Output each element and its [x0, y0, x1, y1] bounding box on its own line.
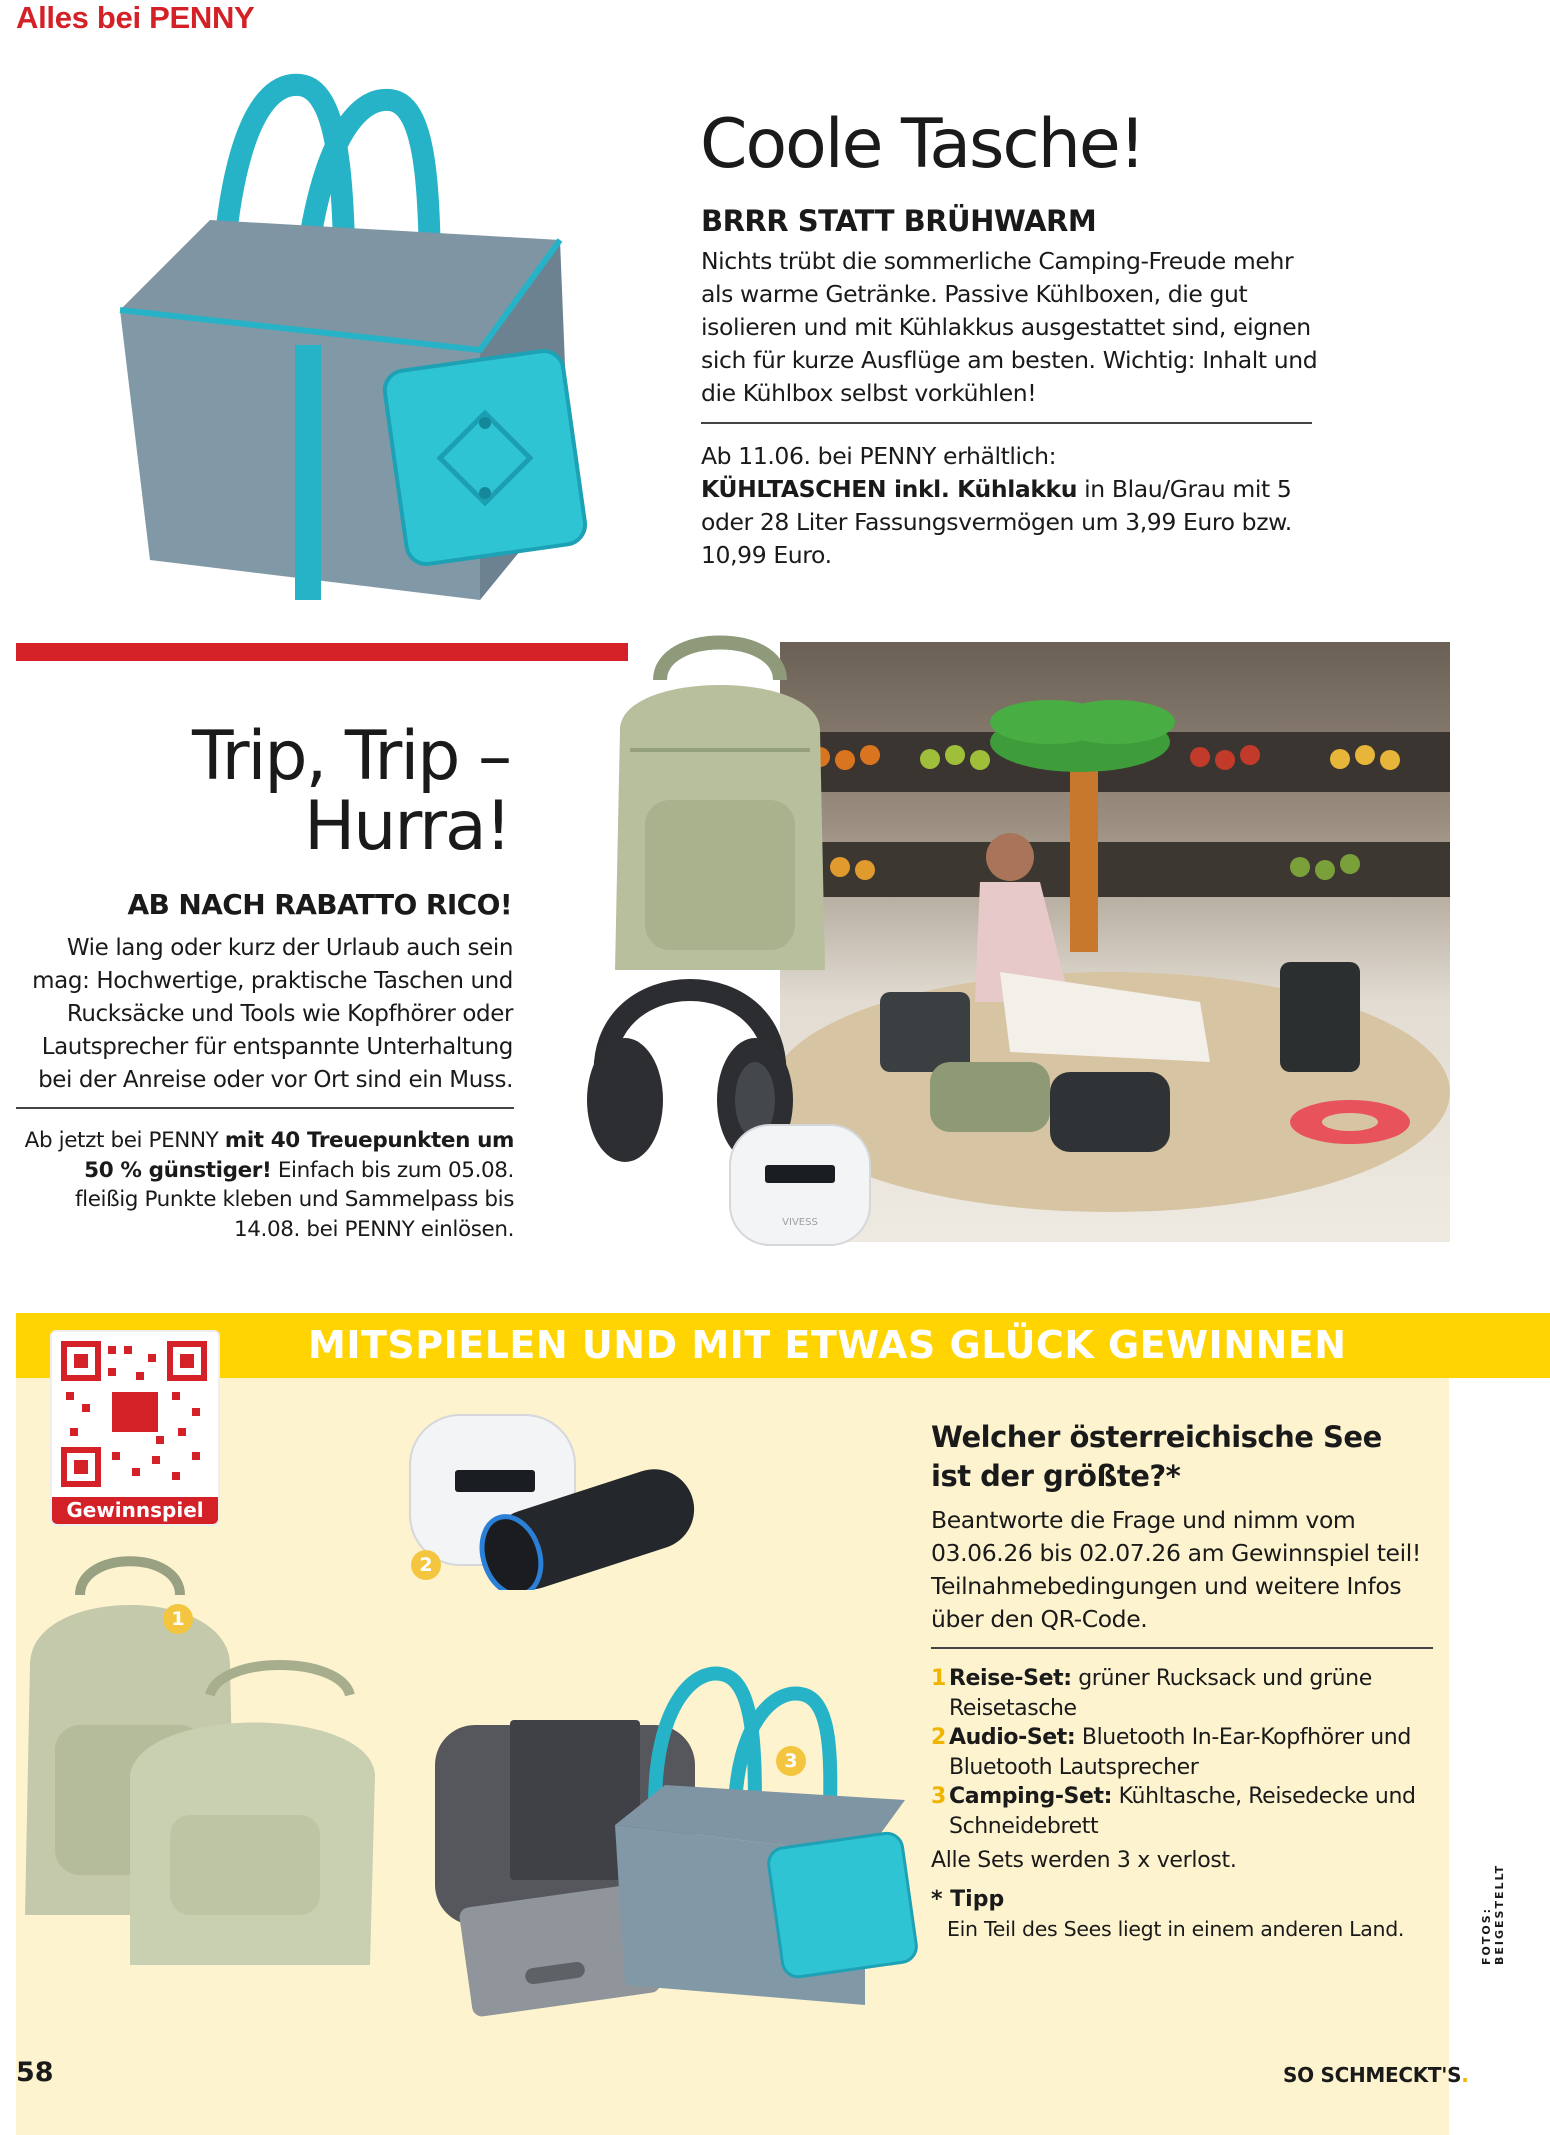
prize-badge-1: 1 [163, 1604, 193, 1634]
product-name: KÜHLTASCHEN inkl. Kühlakku [701, 475, 1078, 503]
raffle-note: Alle Sets werden 3 x verlost. [931, 1848, 1237, 1873]
tip-text: Ein Teil des Sees liegt in einem anderen Land. [947, 1917, 1405, 1941]
offer-intro: Ab jetzt bei PENNY [24, 1128, 225, 1153]
prize-number: 3 [931, 1784, 946, 1809]
list-item [931, 1723, 1451, 1782]
page-title: Coole Tasche! [700, 105, 1144, 184]
section-subtitle: BRRR STATT BRÜHWARM [701, 204, 1097, 238]
offer-info [20, 1126, 514, 1244]
prize-badge-3: 3 [776, 1746, 806, 1776]
page-number: 58 [16, 2057, 54, 2088]
title-line-1: Trip, Trip – [192, 717, 510, 796]
prize-number: 1 [931, 1666, 946, 1691]
magazine-brand [1283, 2063, 1469, 2087]
earbuds-case-image [725, 1120, 875, 1250]
cooler-bag-image [100, 60, 640, 605]
title-line-2: Hurra! [304, 787, 510, 866]
availability-date: Ab 11.06. bei PENNY erhältlich: [701, 442, 1057, 470]
qr-code-graphic [52, 1332, 218, 1496]
divider [16, 1107, 514, 1109]
prize-name: Audio-Set: [949, 1725, 1076, 1750]
brand-name: SO SCHMECKT'S [1283, 2063, 1462, 2087]
prize-name: Camping-Set: [949, 1784, 1113, 1809]
prize-badge-2: 2 [411, 1550, 441, 1580]
list-item [931, 1782, 1451, 1841]
prize-camping-set-image [425, 1665, 925, 2025]
prize-description: grüner Rucksack und grüne Reisetasche [949, 1666, 1372, 1721]
divider [931, 1647, 1433, 1649]
section-title [130, 717, 510, 866]
section-tag: Alles bei PENNY [16, 0, 255, 35]
question-line-1: Welcher österreichische See [931, 1420, 1382, 1454]
earbuds-brand-label: VIVESS [782, 1217, 818, 1228]
availability-info [701, 440, 1321, 572]
contest-banner-text: MITSPIELEN UND MIT ETWAS GLÜCK GEWINNEN [308, 1323, 1347, 1367]
prize-name: Reise-Set: [949, 1666, 1072, 1691]
question-line-2: ist der größte?* [931, 1459, 1181, 1493]
offer-discount: mit 40 Treuepunkten um 50 % günstiger! [84, 1128, 514, 1183]
contest-question [931, 1418, 1451, 1496]
section-body: Nichts trübt die sommerliche Camping-Freude mehr als warme Getränke. Passive Kühlboxen, die gut isolieren und mit Kühlakkus ausgestattet sind, eignen sich für kurze Ausflüge am besten. Wichtig: Inhalt und die Kühlbox selbst vorkühlen! [701, 247, 1318, 407]
photo-credit: FOTOS: BEIGESTELLT [1480, 1863, 1506, 1965]
offer-terms: Einfach bis zum 05.08. fleißig Punkte kleben und Sammelpass bis 14.08. bei PENNY einlösen. [74, 1157, 514, 1242]
list-item [931, 1664, 1451, 1723]
prize-description: Bluetooth In-Ear-Kopfhörer und Bluetooth Lautsprecher [949, 1725, 1411, 1780]
contest-body: Beantworte die Frage und nimm vom 03.06.26 bis 02.07.26 am Gewinnspiel teil! Teilnahmebedingungen und weitere Infos über den QR-Code. [931, 1506, 1421, 1633]
section-subtitle: AB NACH RABATTO RICO! [127, 888, 512, 921]
divider [701, 422, 1312, 424]
tip-label: * Tipp [931, 1887, 1005, 1912]
section-divider-bar [16, 643, 628, 661]
supermarket-beach-photo [780, 642, 1450, 1242]
brand-dot: . [1461, 2063, 1469, 2087]
product-details: in Blau/Grau mit 5 oder 28 Liter Fassungsvermögen um 3,99 Euro bzw. 10,99 Euro. [701, 475, 1292, 569]
prize-list [931, 1664, 1451, 1841]
prize-number: 2 [931, 1725, 946, 1750]
qr-label: Gewinnspiel [52, 1497, 218, 1524]
prize-description: Kühltasche, Reisedecke und Schneidebrett [949, 1784, 1416, 1839]
prize-audio-set-image [405, 1410, 705, 1590]
prize-travel-set-image [10, 1555, 380, 1985]
section-body: Wie lang oder kurz der Urlaub auch sein mag: Hochwertige, praktische Taschen und Rucksäcke und Tools wie Kopfhörer oder Lautsprecher für entspannte Unterhaltung bei der Anreise oder vor Ort sind ein Muss. [32, 935, 513, 1093]
